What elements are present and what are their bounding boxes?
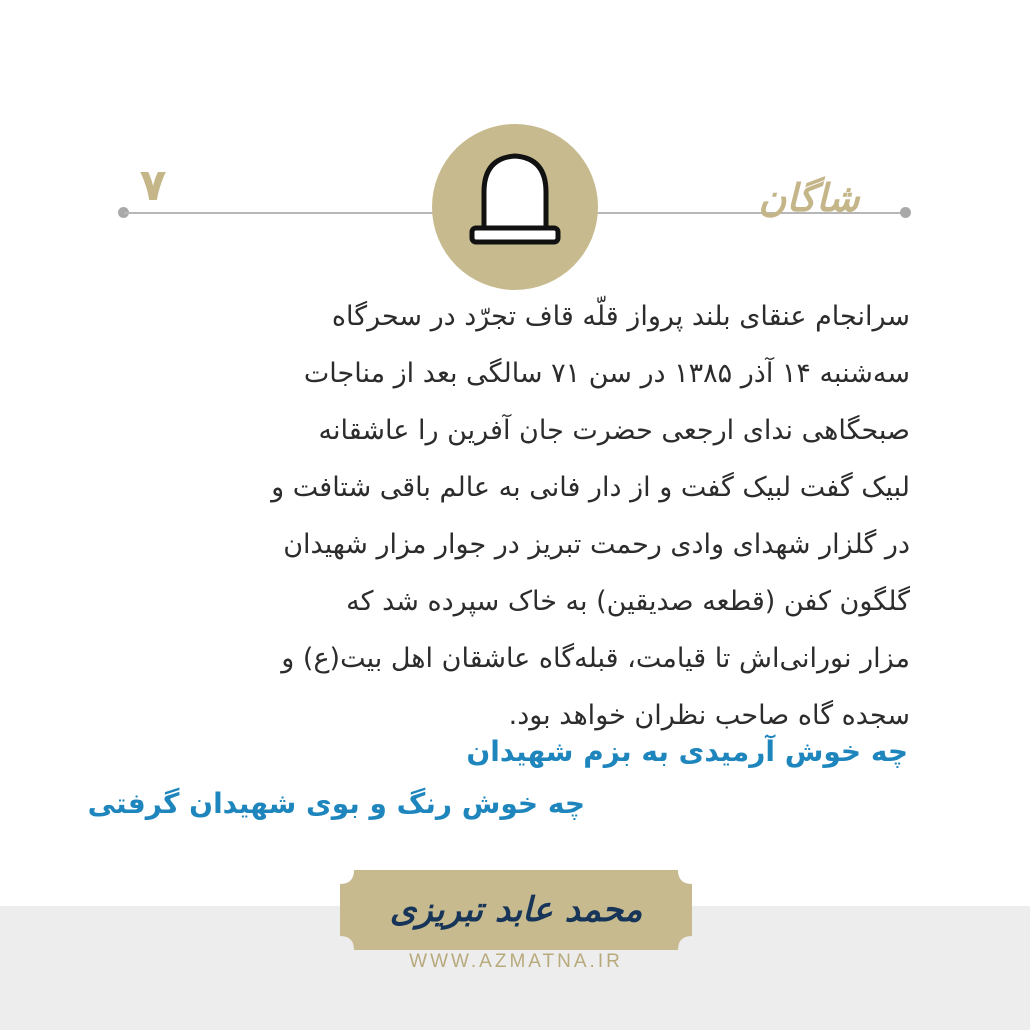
verse-line-1: چه خوش آرمیدی به بزم شهیدان <box>466 735 908 768</box>
body-line: سجده گاه صاحب نظران خواهد بود. <box>508 700 910 731</box>
body-line: سه‌شنبه ۱۴ آذر ۱۳۸۵ در سن ۷۱ سالگی بعد از مناجات <box>303 358 910 389</box>
body-line: سرانجام عنقای بلند پرواز قلّه قاف تجرّد در سحرگاه <box>331 301 910 332</box>
body-line: در گلزار شهدای وادی رحمت تبریز در جوار مزار شهیدان <box>283 529 910 560</box>
tombstone-icon <box>432 124 598 290</box>
divider-dot-right <box>900 207 911 218</box>
website-link[interactable]: WWW.AZMATNA.IR <box>409 951 623 972</box>
body-line: گلگون کفن (قطعه صدیقین) به خاک سپرده شد که <box>346 586 910 617</box>
body-paragraph <box>122 288 910 744</box>
page-number: ۷ <box>139 160 167 211</box>
body-line: مزار نورانی‌اش تا قیامت، قبله‌گاه عاشقان اهل بیت(ع) و <box>281 643 910 674</box>
signature-plate <box>340 870 692 950</box>
author-signature: محمد عابد تبریزی <box>389 890 643 930</box>
verse-line-2: چه خوش رنگ و بوی شهیدان گرفتی <box>87 787 585 820</box>
series-logo: شاگان <box>758 175 860 220</box>
body-line: صبحگاهی ندای ارجعی حضرت جان آفرین را عاشقانه <box>318 415 910 446</box>
header-badge <box>432 124 598 290</box>
body-line: لبیک گفت لبیک گفت و از دار فانی به عالم باقی شتافت و <box>271 472 910 503</box>
